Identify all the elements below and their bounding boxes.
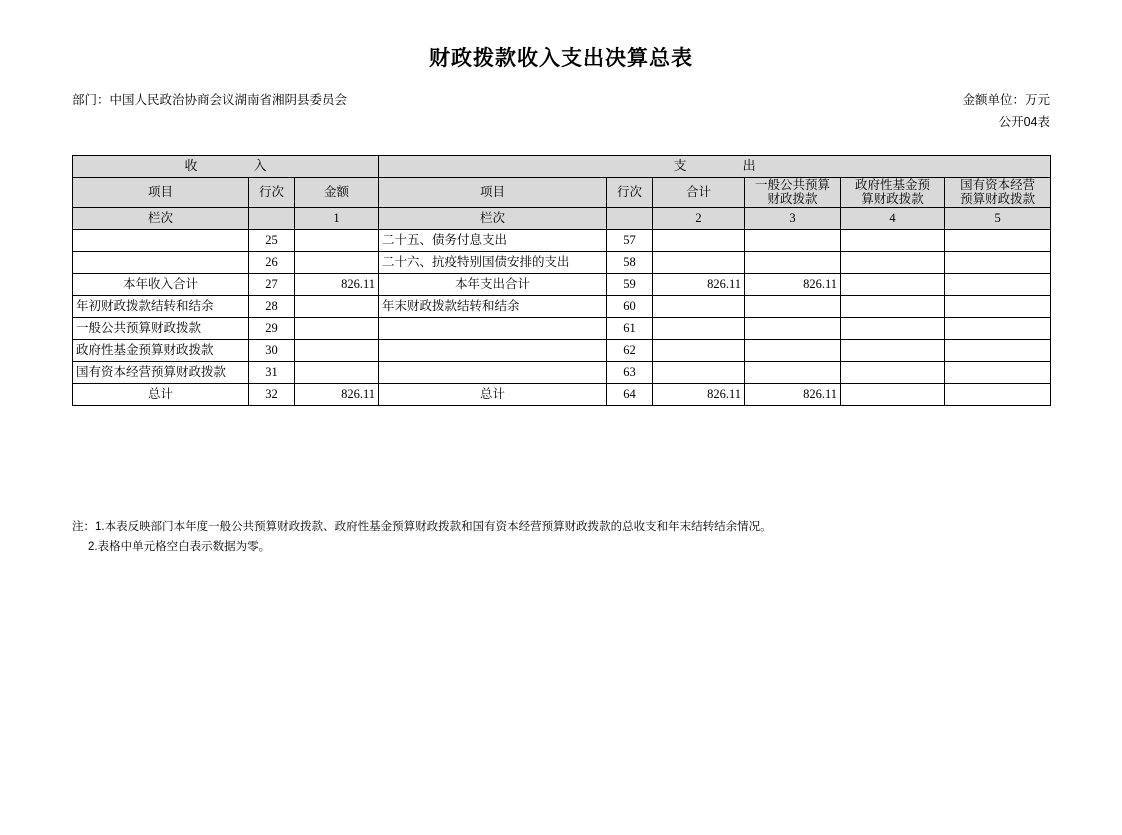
table-row — [73, 339, 1051, 361]
col-number-exp-general-public: 3 — [745, 207, 841, 229]
table-column-header-row — [73, 178, 1051, 208]
table-notes — [72, 518, 772, 557]
cell-income-amount — [295, 251, 379, 273]
cell-exp-line: 61 — [607, 317, 653, 339]
cell-income-line: 29 — [249, 317, 295, 339]
amount-unit-label: 金额单位：万元 — [962, 93, 1050, 107]
document-page — [0, 42, 1122, 835]
table-group-header-row — [73, 156, 1051, 178]
cell-exp-state-capital — [945, 229, 1051, 251]
department-label: 部门：中国人民政治协商会议湖南省湘阴县委员会 — [72, 93, 348, 107]
cell-income-amount — [295, 317, 379, 339]
col-header-exp-general-public — [745, 178, 841, 208]
cell-income-line: 28 — [249, 295, 295, 317]
col-header-exp-total: 合计 — [653, 178, 745, 208]
cell-exp-state-capital — [945, 317, 1051, 339]
cell-income-item — [73, 251, 249, 273]
cell-income-amount: 826.11 — [295, 383, 379, 405]
note-line-2: 2.表格中单元格空白表示数据为零。 — [88, 540, 271, 553]
cell-income-line: 32 — [249, 383, 295, 405]
cell-exp-general-public — [745, 317, 841, 339]
col-header-income-item: 项目 — [73, 178, 249, 208]
cell-exp-item: 二十六、抗疫特别国债安排的支出 — [379, 251, 607, 273]
meta-row — [0, 90, 1122, 108]
cell-exp-total — [653, 339, 745, 361]
cell-exp-total: 826.11 — [653, 273, 745, 295]
cell-exp-item: 总计 — [379, 383, 607, 405]
cell-exp-item — [379, 361, 607, 383]
cell-income-amount — [295, 229, 379, 251]
table-column-number-row — [73, 207, 1051, 229]
col-header-exp-line: 行次 — [607, 178, 653, 208]
cell-exp-item: 二十五、债务付息支出 — [379, 229, 607, 251]
table-row — [73, 361, 1051, 383]
table-row-total — [73, 383, 1051, 405]
cell-exp-state-capital — [945, 295, 1051, 317]
cell-income-amount — [295, 339, 379, 361]
table-row — [73, 317, 1051, 339]
cell-income-item: 总计 — [73, 383, 249, 405]
cell-exp-gov-fund — [841, 361, 945, 383]
cell-income-amount — [295, 361, 379, 383]
col-header-exp-state-capital — [945, 178, 1051, 208]
col-header-income-line: 行次 — [249, 178, 295, 208]
col-header-exp-item: 项目 — [379, 178, 607, 208]
cell-income-line: 25 — [249, 229, 295, 251]
note-line-1: 注：1.本表反映部门本年度一般公共预算财政拨款、政府性基金预算财政拨款和国有资本经营预算财政拨款的总收支和年末结转结余情况。 — [72, 521, 772, 533]
cell-income-item: 一般公共预算财政拨款 — [73, 317, 249, 339]
cell-exp-gov-fund — [841, 251, 945, 273]
cell-income-amount: 826.11 — [295, 273, 379, 295]
cell-exp-item — [379, 339, 607, 361]
cell-exp-total — [653, 251, 745, 273]
cell-exp-gov-fund — [841, 295, 945, 317]
cell-exp-item: 本年支出合计 — [379, 273, 607, 295]
group-header-income: 收 入 — [73, 156, 379, 178]
cell-income-line: 30 — [249, 339, 295, 361]
col-number-label-exp: 栏次 — [379, 207, 607, 229]
cell-exp-item: 年末财政拨款结转和结余 — [379, 295, 607, 317]
group-header-expenditure: 支 出 — [379, 156, 1051, 178]
cell-exp-gov-fund — [841, 229, 945, 251]
cell-exp-gov-fund — [841, 339, 945, 361]
cell-exp-line: 64 — [607, 383, 653, 405]
col-number-income-line — [249, 207, 295, 229]
col-number-exp-line — [607, 207, 653, 229]
cell-exp-total — [653, 229, 745, 251]
cell-exp-gov-fund — [841, 273, 945, 295]
cell-exp-state-capital — [945, 361, 1051, 383]
col-number-income-amount: 1 — [295, 207, 379, 229]
cell-exp-gov-fund — [841, 383, 945, 405]
cell-exp-state-capital — [945, 339, 1051, 361]
col-number-exp-state-capital: 5 — [945, 207, 1051, 229]
cell-exp-total: 826.11 — [653, 383, 745, 405]
cell-exp-line: 58 — [607, 251, 653, 273]
cell-exp-line: 62 — [607, 339, 653, 361]
page-title: 财政拨款收入支出决算总表 — [429, 47, 693, 70]
cell-income-item: 本年收入合计 — [73, 273, 249, 295]
cell-exp-general-public — [745, 295, 841, 317]
col-number-exp-gov-fund: 4 — [841, 207, 945, 229]
col-header-exp-general-public-l1: 一般公共预算 — [755, 178, 831, 192]
cell-exp-general-public — [745, 251, 841, 273]
col-header-exp-state-capital-l2: 预算财政拨款 — [960, 192, 1036, 207]
table-row — [73, 295, 1051, 317]
cell-exp-total — [653, 317, 745, 339]
cell-exp-total — [653, 361, 745, 383]
col-header-exp-gov-fund — [841, 178, 945, 208]
cell-exp-state-capital — [945, 273, 1051, 295]
cell-exp-general-public — [745, 361, 841, 383]
col-number-exp-total: 2 — [653, 207, 745, 229]
cell-income-line: 27 — [249, 273, 295, 295]
cell-exp-line: 60 — [607, 295, 653, 317]
table-row — [73, 273, 1051, 295]
cell-exp-general-public: 826.11 — [745, 273, 841, 295]
table-row — [73, 229, 1051, 251]
col-header-exp-general-public-l2: 财政拨款 — [767, 192, 818, 207]
cell-income-line: 26 — [249, 251, 295, 273]
cell-exp-gov-fund — [841, 317, 945, 339]
col-header-exp-state-capital-l1: 国有资本经营 — [960, 178, 1036, 192]
cell-exp-line: 57 — [607, 229, 653, 251]
cell-exp-state-capital — [945, 251, 1051, 273]
cell-exp-item — [379, 317, 607, 339]
cell-exp-total — [653, 295, 745, 317]
cell-exp-general-public — [745, 339, 841, 361]
cell-income-item: 年初财政拨款结转和结余 — [73, 295, 249, 317]
cell-exp-line: 63 — [607, 361, 653, 383]
financial-table — [72, 155, 1051, 406]
table-row — [73, 251, 1051, 273]
cell-exp-state-capital — [945, 383, 1051, 405]
cell-income-amount — [295, 295, 379, 317]
cell-exp-general-public — [745, 229, 841, 251]
cell-exp-general-public: 826.11 — [745, 383, 841, 405]
cell-income-item: 国有资本经营预算财政拨款 — [73, 361, 249, 383]
cell-exp-line: 59 — [607, 273, 653, 295]
cell-income-line: 31 — [249, 361, 295, 383]
cell-income-item — [73, 229, 249, 251]
form-number: 公开04表 — [998, 115, 1050, 129]
col-header-exp-gov-fund-l1: 政府性基金预 — [855, 178, 931, 192]
cell-income-item: 政府性基金预算财政拨款 — [73, 339, 249, 361]
col-number-label-income: 栏次 — [73, 207, 249, 229]
col-header-exp-gov-fund-l2: 算财政拨款 — [861, 192, 924, 207]
col-header-income-amount: 金额 — [295, 178, 379, 208]
